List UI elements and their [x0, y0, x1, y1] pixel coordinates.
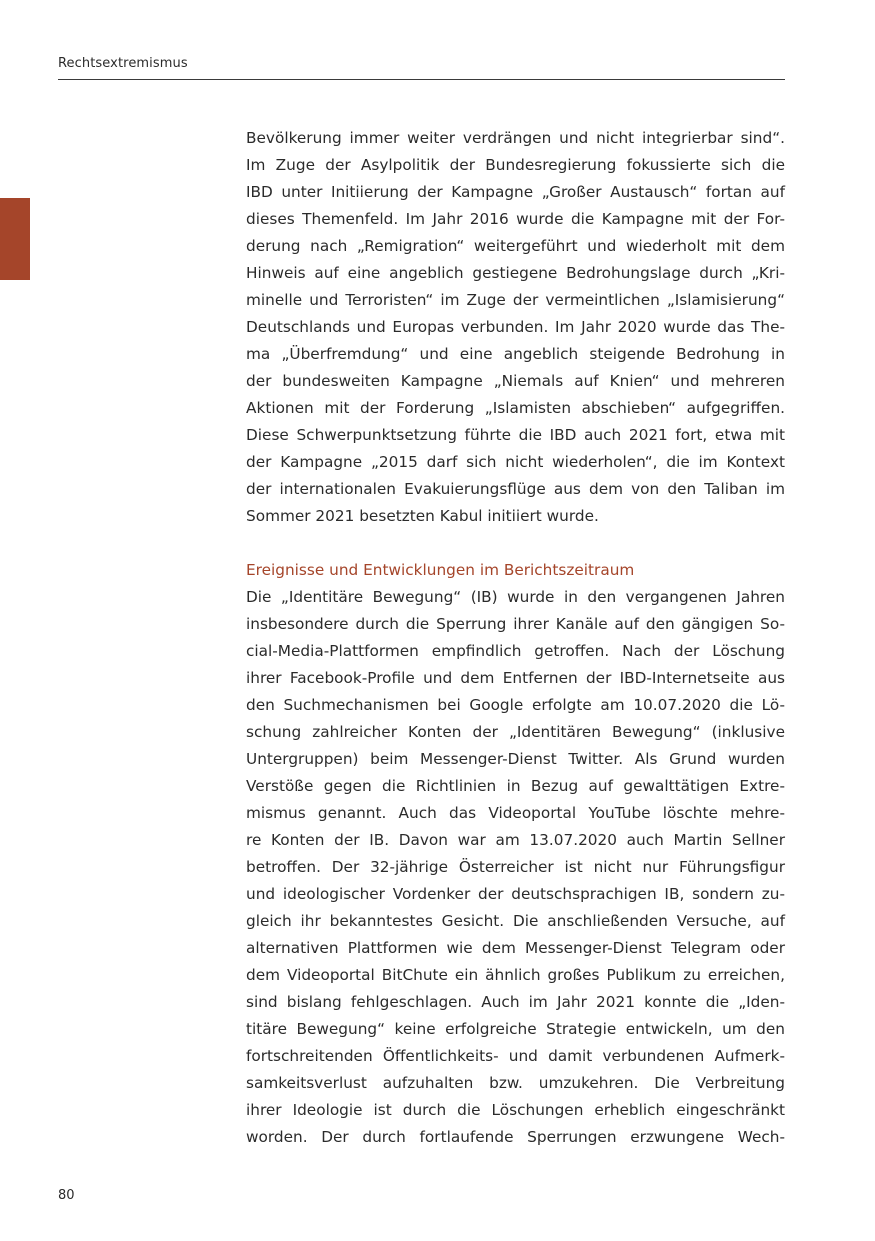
text-line: der Kampagne „2015 darf sich nicht wiederholen“, die im Kontext: [246, 453, 785, 471]
text-line: ihrer Ideologie ist durch die Löschungen erheblich eingeschränkt: [246, 1101, 785, 1119]
text-line: derung nach „Remigration“ weitergeführt und wiederholt mit dem: [246, 237, 785, 255]
text-line: cial-Media-Plattformen empfindlich getroffen. Nach der Löschung: [246, 642, 785, 660]
body-text-column: [246, 125, 785, 1151]
text-line: den Suchmechanismen bei Google erfolgte am 10.07.2020 die Lö-: [246, 696, 785, 714]
chapter-marker-tab: [0, 198, 30, 280]
text-line: sind bislang fehlgeschlagen. Auch im Jahr 2021 konnte die „Iden-: [246, 993, 785, 1011]
text-line: Die „Identitäre Bewegung“ (IB) wurde in den vergangenen Jahren: [246, 588, 785, 606]
text-line: dem Videoportal BitChute ein ähnlich großes Publikum zu erreichen,: [246, 966, 785, 984]
text-line: Deutschlands und Europas verbunden. Im Jahr 2020 wurde das The-: [246, 318, 785, 336]
text-line: re Konten der IB. Davon war am 13.07.2020 auch Martin Sellner: [246, 831, 785, 849]
text-line: betroffen. Der 32-jährige Österreicher ist nicht nur Führungsfigur: [246, 858, 785, 876]
paragraph-spacer: [246, 530, 785, 557]
text-line: Untergruppen) beim Messenger-Dienst Twitter. Als Grund wurden: [246, 750, 785, 768]
text-line: der internationalen Evakuierungsflüge aus dem von den Taliban im: [246, 480, 785, 498]
text-line: ihrer Facebook-Profile und dem Entfernen der IBD-Internetseite aus: [246, 669, 785, 687]
text-line: mismus genannt. Auch das Videoportal YouTube löschte mehre-: [246, 804, 785, 822]
text-line: worden. Der durch fortlaufende Sperrungen erzwungene Wech-: [246, 1128, 785, 1146]
text-line: fortschreitenden Öffentlichkeits- und damit verbundenen Aufmerk-: [246, 1047, 785, 1065]
text-line: Im Zuge der Asylpolitik der Bundesregierung fokussierte sich die: [246, 156, 785, 174]
text-line: Sommer 2021 besetzten Kabul initiiert wurde.: [246, 507, 599, 525]
text-line: Bevölkerung immer weiter verdrängen und nicht integrierbar sind“.: [246, 129, 785, 147]
text-line: titäre Bewegung“ keine erfolgreiche Strategie entwickeln, um den: [246, 1020, 785, 1038]
section-heading: Ereignisse und Entwicklungen im Berichtszeitraum: [246, 561, 635, 579]
text-line: ma „Überfremdung“ und eine angeblich steigende Bedrohung in: [246, 345, 785, 363]
page-number: 80: [58, 1188, 75, 1203]
text-line: Hinweis auf eine angeblich gestiegene Bedrohungslage durch „Kri-: [246, 264, 785, 282]
text-line: insbesondere durch die Sperrung ihrer Kanäle auf den gängigen So-: [246, 615, 785, 633]
text-line: Verstöße gegen die Richtlinien in Bezug auf gewalttätigen Extre-: [246, 777, 785, 795]
text-line: samkeitsverlust aufzuhalten bzw. umzukehren. Die Verbreitung: [246, 1074, 785, 1092]
header-divider: [58, 79, 785, 80]
text-line: der bundesweiten Kampagne „Niemals auf Knien“ und mehreren: [246, 372, 785, 390]
text-line: IBD unter Initiierung der Kampagne „Großer Austausch“ fortan auf: [246, 183, 785, 201]
text-line: und ideologischer Vordenker der deutschsprachigen IB, sondern zu-: [246, 885, 785, 903]
text-line: gleich ihr bekanntestes Gesicht. Die anschließenden Versuche, auf: [246, 912, 785, 930]
text-line: Diese Schwerpunktsetzung führte die IBD auch 2021 fort, etwa mit: [246, 426, 785, 444]
text-line: dieses Themenfeld. Im Jahr 2016 wurde die Kampagne mit der For-: [246, 210, 785, 228]
text-line: schung zahlreicher Konten der „Identitären Bewegung“ (inklusive: [246, 723, 785, 741]
text-line: Aktionen mit der Forderung „Islamisten abschieben“ aufgegriffen.: [246, 399, 785, 417]
text-line: alternativen Plattformen wie dem Messenger-Dienst Telegram oder: [246, 939, 785, 957]
running-header: Rechtsextremismus: [58, 56, 188, 71]
paragraph-2: [246, 584, 785, 1151]
paragraph-1: [246, 125, 785, 530]
text-line: minelle und Terroristen“ im Zuge der vermeintlichen „Islamisierung“: [246, 291, 785, 309]
